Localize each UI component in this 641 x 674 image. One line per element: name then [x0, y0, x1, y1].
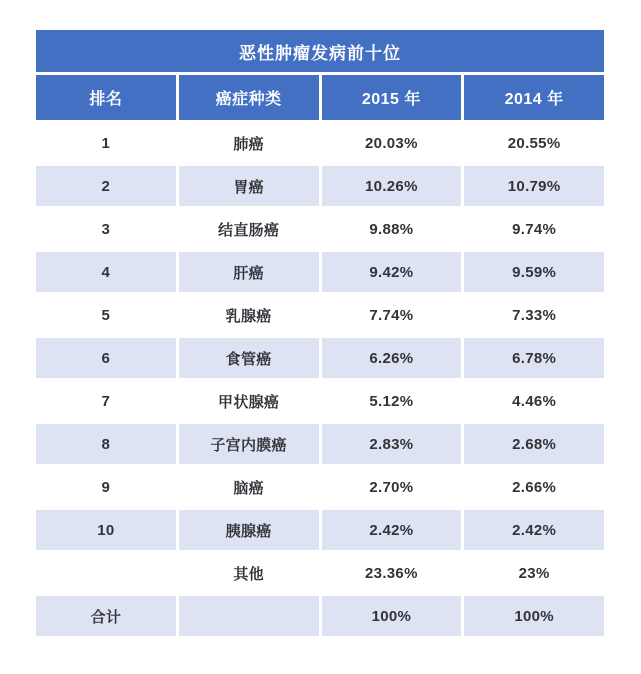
value-2014-cell: 6.78%: [464, 338, 604, 378]
value-2014-cell: 2.66%: [464, 467, 604, 507]
value-2015-cell: 100%: [322, 596, 462, 636]
cancer-type-cell: 子宫内膜癌: [179, 424, 319, 464]
table-grid: [36, 30, 604, 636]
value-2015-cell: 20.03%: [322, 123, 462, 163]
cancer-type-cell: 其他: [179, 553, 319, 593]
value-2014-cell: 20.55%: [464, 123, 604, 163]
cancer-type-cell: 结直肠癌: [179, 209, 319, 249]
value-2014-cell: 100%: [464, 596, 604, 636]
rank-cell: 9: [36, 467, 176, 507]
cancer-type-cell: 乳腺癌: [179, 295, 319, 335]
value-2015-cell: 2.83%: [322, 424, 462, 464]
rank-cell: 合计: [36, 596, 176, 636]
value-2014-cell: 2.68%: [464, 424, 604, 464]
column-header-2015: 2015 年: [322, 75, 462, 120]
rank-cell: 2: [36, 166, 176, 206]
value-2015-cell: 5.12%: [322, 381, 462, 421]
column-header-cancer-type: 癌症种类: [179, 75, 319, 120]
value-2015-cell: 9.42%: [322, 252, 462, 292]
rank-cell: 10: [36, 510, 176, 550]
value-2014-cell: 10.79%: [464, 166, 604, 206]
value-2014-cell: 23%: [464, 553, 604, 593]
cancer-type-cell: 食管癌: [179, 338, 319, 378]
column-header-2014: 2014 年: [464, 75, 604, 120]
cancer-type-cell: 肺癌: [179, 123, 319, 163]
column-header-rank: 排名: [36, 75, 176, 120]
rank-cell: 5: [36, 295, 176, 335]
value-2014-cell: 9.74%: [464, 209, 604, 249]
rank-cell: [36, 553, 176, 593]
cancer-type-cell: [179, 596, 319, 636]
rank-cell: 6: [36, 338, 176, 378]
rank-cell: 7: [36, 381, 176, 421]
value-2015-cell: 2.70%: [322, 467, 462, 507]
rank-cell: 8: [36, 424, 176, 464]
cancer-type-cell: 胃癌: [179, 166, 319, 206]
cancer-type-cell: 脑癌: [179, 467, 319, 507]
incidence-table: [36, 30, 604, 636]
cancer-type-cell: 胰腺癌: [179, 510, 319, 550]
value-2014-cell: 7.33%: [464, 295, 604, 335]
table-title: 恶性肿瘤发病前十位: [36, 30, 604, 72]
value-2015-cell: 10.26%: [322, 166, 462, 206]
cancer-type-cell: 肝癌: [179, 252, 319, 292]
value-2015-cell: 9.88%: [322, 209, 462, 249]
value-2014-cell: 9.59%: [464, 252, 604, 292]
rank-cell: 3: [36, 209, 176, 249]
value-2015-cell: 2.42%: [322, 510, 462, 550]
rank-cell: 1: [36, 123, 176, 163]
cancer-type-cell: 甲状腺癌: [179, 381, 319, 421]
value-2015-cell: 6.26%: [322, 338, 462, 378]
value-2015-cell: 23.36%: [322, 553, 462, 593]
value-2014-cell: 4.46%: [464, 381, 604, 421]
value-2014-cell: 2.42%: [464, 510, 604, 550]
value-2015-cell: 7.74%: [322, 295, 462, 335]
rank-cell: 4: [36, 252, 176, 292]
